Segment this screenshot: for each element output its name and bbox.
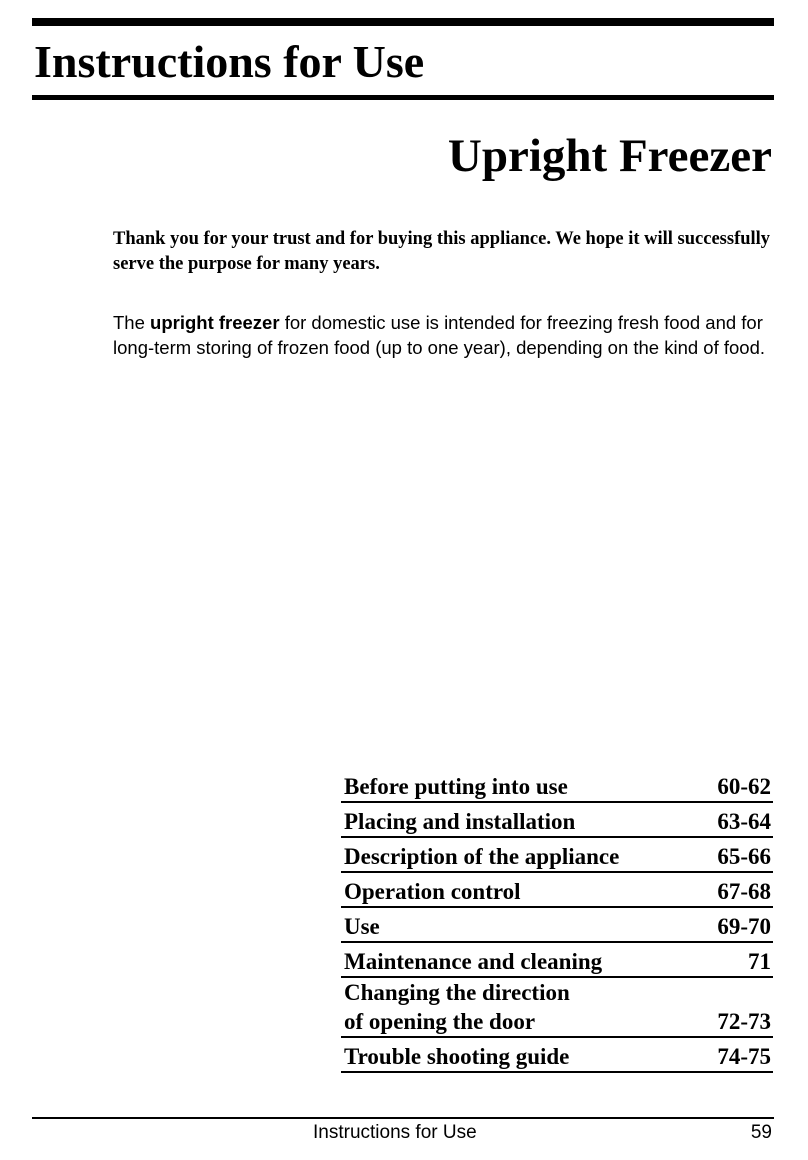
toc-entry-title-multiline <box>341 977 701 1037</box>
toc-entry-pages: 72-73 <box>701 977 773 1037</box>
toc-entry-title: Description of the appliance <box>341 837 701 872</box>
toc-row[interactable] <box>341 1037 773 1072</box>
top-rule <box>32 18 774 26</box>
title-underline-rule <box>32 95 774 100</box>
toc-entry-pages: 74-75 <box>701 1037 773 1072</box>
product-title: Upright Freezer <box>447 130 772 182</box>
page-title: Instructions for Use <box>34 36 425 87</box>
intro-text-bold: upright freezer <box>150 312 280 333</box>
page-number: 59 <box>750 1122 772 1143</box>
toc-entry-pages: 60-62 <box>701 768 773 802</box>
footer-label: Instructions for Use <box>313 1122 477 1143</box>
toc-row[interactable] <box>341 802 773 837</box>
toc-entry-pages: 63-64 <box>701 802 773 837</box>
intro-paragraph <box>113 310 773 360</box>
toc-row[interactable] <box>341 768 773 802</box>
thank-you-paragraph: Thank you for your trust and for buying this appliance. We hope it will successfully serve the purpose for many years. <box>113 229 771 274</box>
toc-entry-title: Trouble shooting guide <box>341 1037 701 1072</box>
toc-entry-pages: 71 <box>701 942 773 977</box>
toc-entry-title-line1: Changing the direction <box>344 980 570 1005</box>
toc-entry-title: Maintenance and cleaning <box>341 942 701 977</box>
toc-entry-pages: 65-66 <box>701 837 773 872</box>
footer-rule <box>32 1117 774 1119</box>
toc-row[interactable] <box>341 837 773 872</box>
toc-row[interactable] <box>341 942 773 977</box>
table-of-contents <box>341 768 773 1073</box>
intro-text-end: for domestic use is intended for freezing fresh food and for long-term storing of frozen food (up to one year), depending on the kind of food. <box>113 312 766 358</box>
toc-entry-pages: 69-70 <box>701 907 773 942</box>
toc-entry-title: Placing and installation <box>341 802 701 837</box>
toc-entry-title: Operation control <box>341 872 701 907</box>
toc-entry-title-line2: of opening the door <box>344 1009 536 1034</box>
intro-text-start: The <box>113 312 151 333</box>
toc-entry-pages: 67-68 <box>701 872 773 907</box>
toc-row[interactable] <box>341 977 773 1037</box>
toc-entry-title: Before putting into use <box>341 768 701 802</box>
toc-row[interactable] <box>341 907 773 942</box>
toc-entry-title: Use <box>341 907 701 942</box>
toc-row[interactable] <box>341 872 773 907</box>
